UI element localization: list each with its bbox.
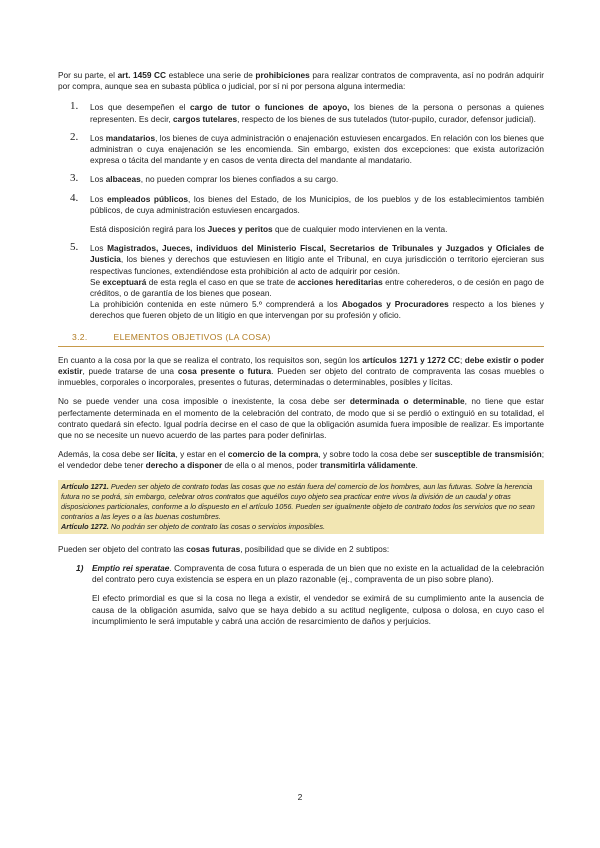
subtype-paragraph: El efecto primordial es que si la cosa no llega a existir, el vendedor se eximirá de su cumplimiento ante la ausencia de causa de la obligación asumida, salvo que se haya debido a su actitud negligente, culposa o dolosa, en cuyo caso el incumplimiento le será imputable y cabrá una acción de resarcimiento de daños y perjuicios.	[92, 593, 544, 626]
subtype-item: 1) Emptio rei speratae. Compraventa de cosa futura o esperada de un bien que no existe en la actualidad de la celebración del contrato pero cuya existencia se espera en un plazo razonable (ej., compraventa de un piso sobre plano). El efecto primordial es que si la cosa no llega a existir, el vendedor se eximirá de su cumplimiento ante la ausencia de causa de la obligación asumida, salvo que se haya debido a su actitud negligente, culposa o dolosa, en cuyo caso el incumplimiento le será imputable y cabrá una acción de resarcimiento de daños y perjuicios.	[76, 562, 544, 626]
subtype-number: 1)	[76, 562, 84, 573]
list-number: 4.	[70, 191, 79, 204]
list-number: 5.	[70, 241, 79, 254]
legal-note-box: Artículo 1271. Pueden ser objeto de contrato todas las cosas que no están fuera del comercio de los hombres, aun las futuras. Sobre la herencia futura no se podrá, sin embargo, celebrar otros contratos que aquéllos cuyo objeto sea practicar entre vivos la división de un caudal y otras disposiciones particionales, conforme a lo dispuesto en el artículo 1056. Pueden ser igualmente objeto de contrato todos los servicios que no sean contrarios a las leyes o a las buenas costumbres. Artículo 1272. No podrán ser objeto de contrato las cosas o servicios imposibles.	[58, 480, 544, 534]
prohibitions-list	[58, 102, 544, 321]
list-number: 3.	[70, 172, 79, 185]
intro-paragraph: Por su parte, el art. 1459 CC establece una serie de prohibiciones para realizar contratos de compraventa, así no podrán adquirir por compra, aunque sea en subasta pública o judicial, por sí ni por persona alguna intermedia:	[58, 70, 544, 92]
list-number: 2.	[70, 130, 79, 143]
section-heading	[58, 332, 544, 347]
list-item: 2. Los mandatarios, los bienes de cuya administración o enajenación estuviesen encargados. En relación con los bienes que administran o cuya enajenación se les encomienda. Sin embargo, existen dos excepciones: que exista autorización expresa o tácita del mandante y en casos de venta directa del mandante al mandatario.	[70, 130, 545, 166]
list-number: 1.	[70, 100, 79, 113]
page-number: 2	[297, 792, 303, 802]
paragraph: No se puede vender una cosa imposible o inexistente, la cosa debe ser determinada o determinable, no tiene que estar perfectamente determinada en el momento de la celebración del contrato, de modo que si se perdió o extinguió en su totalidad, el contrato quedará sin efecto. Igual podría decirse en el caso de que la obligación asumida fuera imposible de realizar. Es importante que no se necesite un nuevo acuerdo de las partes para poder definirlas.	[58, 396, 545, 441]
list-item-extra: Está disposición regirá para los Jueces y peritos que de cualquier modo intervienen en la venta.	[90, 224, 448, 235]
paragraph: Además, la cosa debe ser lícita, y estar en el comercio de la compra, y sobre todo la cosa debe ser susceptible de transmisión; el vendedor debe tener derecho a disponer de ella o al menos, poder transmitirla válidamente.	[58, 449, 544, 471]
section-number: 3.2.	[72, 331, 88, 342]
list-item: 4. Los empleados públicos, los bienes del Estado, de los Municipios, de los pueblos y de los establecimientos también públicos, de cuya administración estuviesen encargados. Está disposición regirá para los Jueces y peritos que de cualquier modo intervienen en la venta.	[70, 191, 544, 235]
list-item: 3. Los albaceas, no pueden comprar los bienes confiados a su cargo.	[70, 172, 339, 185]
document-page	[58, 70, 544, 635]
section-title: ELEMENTOS OBJETIVOS (LA COSA)	[113, 331, 271, 342]
paragraph: En cuanto a la cosa por la que se realiza el contrato, los requisitos son, según los artículos 1271 y 1272 CC; debe existir o poder existir, puede tratarse de una cosa presente o futura. Pueden ser objeto del contrato de compraventa las cosas muebles o inmuebles, corporales o incorporales, presentes o futuras, determinadas o determinables, posibles y lícitas.	[58, 354, 544, 388]
paragraph: Pueden ser objeto del contrato las cosas futuras, posibilidad que se divide en 2 subtipos:	[58, 543, 390, 554]
list-item: 5. Los Magistrados, Jueces, individuos del Ministerio Fiscal, Secretarios de Tribunales y Juzgados y Oficiales de Justicia, los bienes y derechos que estuviesen en litigio ante el Tribunal, en cuya jurisdicción o territorio ejercieran sus respectivas funciones, extendiéndose esta prohibición al acto de adquirir por cesión. Se exceptuará de esta regla el caso en que se trate de acciones hereditarias entre coherederos, o de cesión en pago de créditos, o de garantía de los bienes que posean. La prohibición contenida en este número 5.º comprenderá a los Abogados y Procuradores respecto a los bienes y derechos que fueren objeto de un litigio en que intervengan por su profesión y oficio.	[70, 241, 544, 321]
list-item: 1. Los que desempeñen el cargo de tutor o funciones de apoyo, los bienes de la persona o personas a quienes representen. Es decir, cargos tutelares, respecto de los bienes de sus tutelados (tutor-pupilo, curador, defensor judicial).	[70, 100, 544, 124]
